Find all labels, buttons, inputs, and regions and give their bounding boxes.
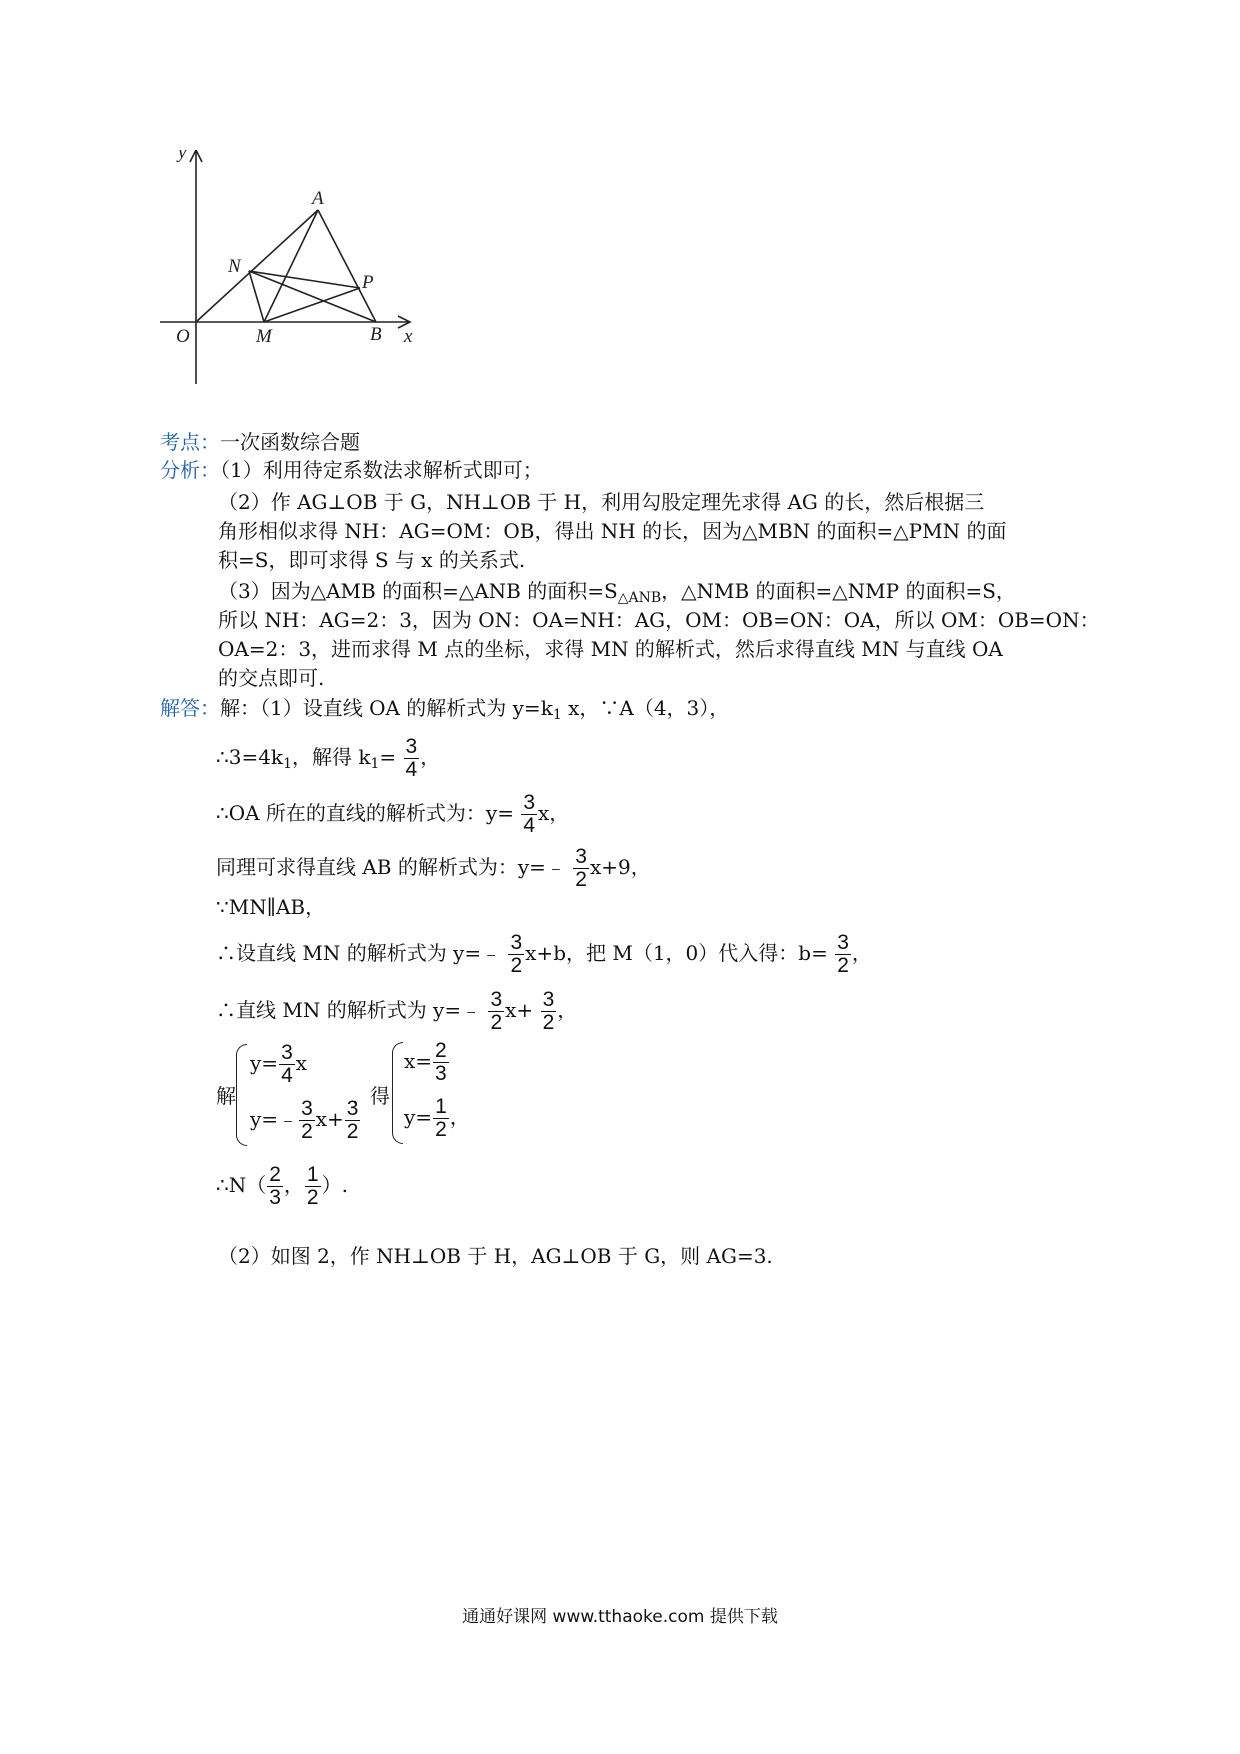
jieda-l2-c: =: [379, 745, 397, 769]
jieda-l4-a: 同理可求得直线 AB 的解析式为：y=﹣: [216, 855, 566, 879]
label-O: O: [176, 326, 190, 347]
segment-AB: [318, 210, 376, 322]
jieda-l2-b: ，解得 k: [291, 745, 371, 769]
fenxi-p3-subscript: △ANB: [617, 590, 662, 606]
system-result-2: y= $\frac{1}{2}$ ，: [404, 1095, 470, 1141]
segment-NP: [249, 271, 360, 288]
fraction: $\frac{3}{4}$: [281, 1041, 293, 1087]
jieda-line-4: 同理可求得直线 AB 的解析式为：y=﹣ $\frac{3}{2}$ x+9，: [216, 845, 651, 891]
jieda-l9-a: ∴N（: [216, 1173, 267, 1197]
fenxi-p3-line4: 的交点即可.: [218, 666, 325, 690]
fenxi-p2-line1: （2）作 AG⊥OB 于 G，NH⊥OB 于 H，利用勾股定理先求得 AG 的长，然后根据三: [218, 490, 985, 514]
fraction: $\frac{3}{2}$: [490, 988, 503, 1034]
label-A: A: [312, 188, 324, 209]
jieda-l7-a: ∴直线 MN 的解析式为 y=﹣: [216, 998, 482, 1022]
jieda-l2-a: ∴3=4k: [216, 745, 284, 769]
jieda-line-6: ∴设直线 MN 的解析式为 y=﹣ $\frac{3}{2}$ x+b，把 M（1，0）代入得：b= $\frac{3}{2}$ ，: [216, 931, 872, 977]
jieda-line-5: ∵MN∥AB，: [216, 895, 326, 919]
fraction: $\frac{3}{2}$: [346, 1097, 359, 1143]
jieda-l6-mid: x+b，把 M（1，0）代入得：b=: [525, 941, 828, 965]
jieda-line-7: ∴直线 MN 的解析式为 y=﹣ $\frac{3}{2}$ x+ $\frac{3}{2}$ ，: [216, 988, 578, 1034]
system-equation-2: y=﹣ $\frac{3}{2}$ x+ $\frac{3}{2}$: [250, 1097, 359, 1143]
left-brace-icon: [236, 1044, 247, 1146]
fenxi-p2-line3: 积=S，即可求得 S 与 x 的关系式.: [218, 548, 526, 572]
coordinate-diagram: [160, 150, 480, 440]
fraction: $\frac{3}{2}$: [837, 931, 849, 977]
fenxi-p1: （1）利用待定系数法求解析式即可；: [220, 458, 543, 482]
jieda-line-3: ∴OA 所在的直线的解析式为：y= $\frac{3}{4}$ x，: [216, 791, 570, 837]
kaodian-label: 考点：: [160, 430, 220, 454]
fraction: $\frac{1}{2}$: [435, 1095, 447, 1141]
fenxi-p3-text-b: ，△NMB 的面积=△NMP 的面积=S，: [661, 579, 1016, 603]
jieda-l1-b: x，∵A（4，3），: [561, 696, 730, 720]
page-footer: 通通好课网 www.tthaoke.com 提供下载: [462, 1607, 778, 1627]
jieda-label: 解答：: [160, 696, 220, 720]
jieda-l1-sub: 1: [552, 707, 562, 723]
fenxi-line-1: [160, 456, 543, 484]
label-P: P: [362, 272, 374, 293]
system-get-label: 得: [370, 1084, 390, 1108]
system-equation-1: y= $\frac{3}{4}$ x: [250, 1041, 308, 1087]
jieda-line-9: ∴N（ $\frac{2}{3}$ ， $\frac{1}{2}$ ）.: [216, 1163, 348, 1209]
system-comma: ，: [352, 1084, 372, 1108]
jieda-line-1: [160, 694, 729, 729]
label-B: B: [370, 324, 382, 345]
label-x: x: [404, 326, 413, 347]
system-result-1: x= $\frac{2}{3}$: [404, 1039, 447, 1085]
fenxi-p3-line2: 所以 NH：AG=2：3，因为 ON：OA=NH：AG，OM：OB=ON：OA，所以 OM：OB=ON：: [218, 608, 1100, 632]
fenxi-label: 分析：: [160, 458, 220, 482]
jieda-line-2: $\therefore 3=4k_1$，解得 $k_1=$ $\frac{3}{4}$ ，: [216, 735, 441, 781]
label-N: N: [228, 256, 241, 277]
segment-NM: [249, 271, 264, 322]
fraction: $\frac{2}{3}$: [269, 1163, 281, 1209]
jieda-l6-a: ∴设直线 MN 的解析式为 y=﹣: [216, 941, 502, 965]
segment-OA: [196, 210, 318, 322]
kaodian-text: 一次函数综合题: [220, 430, 360, 454]
fraction: $\frac{3}{2}$: [542, 988, 555, 1034]
fraction: $\frac{3}{4}$: [405, 735, 418, 781]
fraction: $\frac{3}{4}$: [523, 791, 536, 837]
fenxi-p2-line2: 角形相似求得 NH：AG=OM：OB，得出 NH 的长，因为△MBN 的面积=△PMN 的面: [218, 519, 1007, 543]
jieda-l2-sub: 1: [283, 756, 292, 772]
fraction: $\frac{2}{3}$: [435, 1039, 447, 1085]
fenxi-p3-text-a: （3）因为△AMB 的面积=△ANB 的面积=S: [218, 579, 618, 603]
fraction: $\frac{3}{2}$: [301, 1097, 313, 1143]
fraction: $\frac{1}{2}$: [306, 1163, 319, 1209]
jieda-l1-a: 解：（1）设直线 OA 的解析式为 y=k: [220, 696, 553, 720]
fraction: $\frac{3}{2}$: [575, 845, 587, 891]
label-M: M: [256, 326, 272, 347]
fenxi-p3-line3: OA=2：3，进而求得 M 点的坐标，求得 MN 的解析式，然后求得直线 MN 与直线 OA: [218, 637, 1003, 661]
jieda-line-10: （2）如图 2，作 NH⊥OB 于 H，AG⊥OB 于 G，则 AG=3.: [218, 1244, 773, 1268]
geometry-figure: [160, 150, 480, 440]
system-solve-label: 解: [216, 1084, 236, 1108]
jieda-l3-a: ∴OA 所在的直线的解析式为：y=: [216, 801, 514, 825]
left-brace-icon: [392, 1042, 403, 1144]
fraction: $\frac{3}{2}$: [510, 931, 523, 977]
label-y: y: [178, 150, 187, 163]
jieda-l2-sub2: 1: [370, 756, 380, 772]
kaodian-line: [160, 428, 360, 456]
